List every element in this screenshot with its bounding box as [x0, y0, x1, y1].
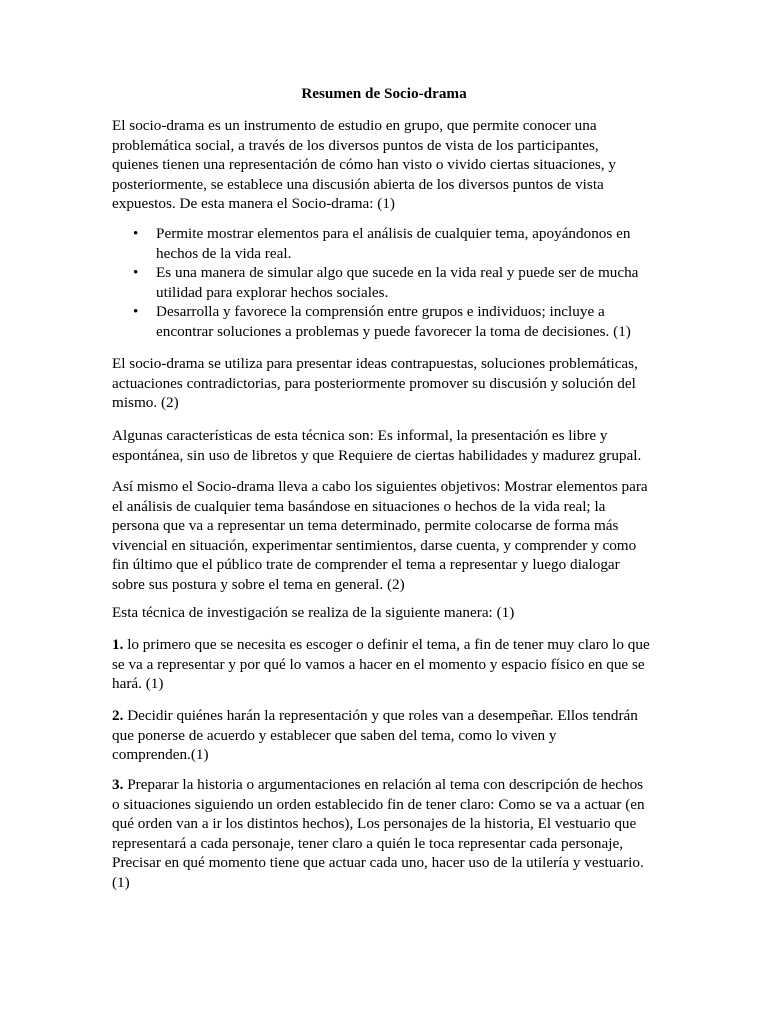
text-line: espontánea, sin uso de libretos y que Requiere de ciertas habilidades y madurez grupal.: [112, 446, 642, 464]
text-line: encontrar soluciones a problemas y puede favorecer la toma de decisiones. (1): [156, 322, 631, 340]
document-title: Resumen de Socio-drama: [301, 85, 467, 102]
list-item: [112, 263, 712, 302]
text-line: comprenden.(1): [112, 746, 209, 764]
step-text: Decidir quiénes harán la representación y que roles van a desempeñar. Ellos tendrán: [123, 707, 638, 724]
bullet-icon: •: [133, 264, 139, 282]
text-line: hará. (1): [112, 675, 164, 693]
list-item: [112, 224, 712, 263]
step-3: [112, 775, 712, 893]
text-line: expuestos. De esta manera el Socio-drama: (1): [112, 195, 395, 213]
text-line: Desarrolla y favorece la comprensión entre grupos e individuos; incluye a: [156, 303, 605, 321]
bullet-list: [112, 224, 712, 342]
paragraph-objectives: [112, 477, 712, 595]
text-line: representará a cada personaje, tener claro a quién le toca representar cada personaje,: [112, 834, 624, 852]
paragraph-method: [112, 603, 712, 623]
step-number: 3.: [112, 776, 124, 793]
text-line: sobre sus postura y sobre el tema en general. (2): [112, 575, 405, 593]
step-number: 1.: [112, 636, 124, 653]
text-line: [112, 635, 712, 655]
text-line: se va a representar y por qué lo vamos a hacer en el momento y espacio físico en que se: [112, 655, 645, 673]
bullet-icon: •: [133, 225, 139, 242]
text-line: persona que va a representar un tema determinado, permite colocarse de forma más: [112, 517, 619, 535]
text-line: El socio-drama es un instrumento de estudio en grupo, que permite conocer una: [112, 117, 597, 134]
text-line: El socio-drama se utiliza para presentar ideas contrapuestas, soluciones problemáticas,: [112, 355, 638, 372]
text-line: Esta técnica de investigación se realiza de la siguiente manera: (1): [112, 604, 515, 621]
paragraph-intro: [112, 116, 712, 214]
text-line: o situaciones siguiendo un orden establecido fin de tener claro: Como se va a actuar (en: [112, 795, 645, 813]
text-line: (1): [112, 873, 130, 891]
step-text: lo primero que se necesita es escoger o definir el tema, a fin de tener muy claro lo que: [123, 636, 650, 653]
text-line: [112, 775, 712, 795]
step-1: [112, 635, 712, 694]
paragraph-uses: [112, 354, 712, 413]
text-line: el análisis de cualquier tema basándose en situaciones o hechos de la vida real; la: [112, 497, 606, 515]
text-line: Algunas características de esta técnica son: Es informal, la presentación es libre y: [112, 427, 608, 444]
text-line: Así mismo el Socio-drama lleva a cabo los siguientes objetivos: Mostrar elementos para: [112, 478, 648, 495]
step-number: 2.: [112, 707, 124, 724]
text-line: posteriormente, se establece una discusión abierta de los diversos puntos de vista: [112, 175, 604, 193]
text-line: utilidad para explorar hechos sociales.: [156, 283, 389, 301]
paragraph-features: [112, 426, 712, 465]
text-line: Permite mostrar elementos para el análisis de cualquier tema, apoyándonos en: [156, 225, 631, 242]
text-line: Precisar en qué momento tiene que actuar cada uno, hacer uso de la utilería y vestuario.: [112, 854, 644, 872]
text-line: qué orden van a ir los distintos hechos), Los personajes de la historia, El vestuario que: [112, 815, 637, 833]
text-line: que ponerse de acuerdo y establecer que saben del tema, como lo viven y: [112, 726, 557, 744]
text-line: [112, 706, 712, 726]
bullet-icon: •: [133, 303, 139, 321]
step-2: [112, 706, 712, 765]
text-line: Es una manera de simular algo que sucede en la vida real y puede ser de mucha: [156, 264, 639, 282]
text-line: mismo. (2): [112, 394, 179, 412]
text-line: hechos de la vida real.: [156, 244, 292, 262]
text-line: quienes tienen una representación de cómo han visto o vivido ciertas situaciones, y: [112, 156, 616, 174]
list-item: [112, 302, 712, 341]
text-line: problemática social, a través de los diversos puntos de vista de los participantes,: [112, 136, 599, 154]
text-line: vivencial en situación, experimentar sentimientos, darse cuenta, y comprender y como: [112, 536, 637, 554]
text-line: actuaciones contradictorias, para posteriormente promover su discusión y solución del: [112, 374, 636, 392]
text-line: fin último que el público trate de comprender el tema a representar y luego dialogar: [112, 556, 620, 574]
step-text: Preparar la historia o argumentaciones en relación al tema con descripción de hechos: [123, 776, 644, 793]
